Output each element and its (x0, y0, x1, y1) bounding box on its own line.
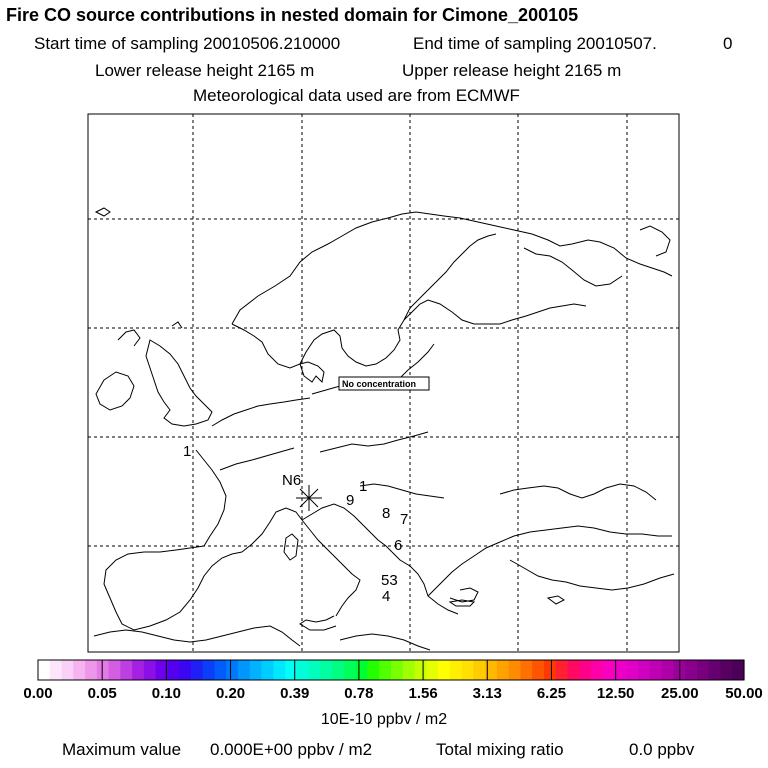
colorbar-cell (144, 660, 156, 680)
colorbar-cell (662, 660, 674, 680)
colorbar-cell (367, 660, 379, 680)
map-number: 6 (394, 537, 403, 554)
colorbar-cell (85, 660, 97, 680)
no-concentration-label: No concentration (342, 379, 417, 389)
colorbar-cell (391, 660, 403, 680)
colorbar-cell (215, 660, 227, 680)
map-number: 4 (382, 588, 391, 605)
end-time-value: 0 (723, 34, 733, 53)
mixing-ratio-label: Total mixing ratio (436, 740, 564, 759)
map-number: 7 (400, 511, 409, 528)
lower-release-height: Lower release height 2165 m (95, 61, 315, 80)
end-time: End time of sampling 20010507. (413, 34, 657, 53)
upper-release-height: Upper release height 2165 m (402, 61, 622, 80)
colorbar-cell (732, 660, 744, 680)
colorbar-cell (426, 660, 438, 680)
colorbar-tick-label: 50.00 (725, 685, 763, 702)
colorbar-cell (285, 660, 297, 680)
colorbar-cell (497, 660, 509, 680)
colorbar-cell (403, 660, 415, 680)
map-number: N6 (282, 472, 302, 489)
colorbar-cell (473, 660, 485, 680)
colorbar-cell (438, 660, 450, 680)
colorbar-cell (273, 660, 285, 680)
colorbar-tick-label: 1.56 (408, 685, 438, 702)
colorbar-cell (238, 660, 250, 680)
colorbar-cell (450, 660, 462, 680)
colorbar-cell (603, 660, 615, 680)
colorbar-cell (556, 660, 568, 680)
colorbar-cell (50, 660, 62, 680)
colorbar-cell (62, 660, 74, 680)
colorbar-cell (320, 660, 332, 680)
colorbar-cell (226, 660, 238, 680)
colorbar-cell (532, 660, 544, 680)
map-number: 1 (183, 443, 192, 460)
colorbar-tick-label: 0.20 (215, 685, 246, 702)
colorbar-cell (709, 660, 721, 680)
colorbar (38, 660, 745, 680)
colorbar-tick-label: 0.10 (151, 685, 181, 702)
colorbar-cell (262, 660, 274, 680)
colorbar-cell (132, 660, 144, 680)
colorbar-tick-label: 6.25 (536, 685, 567, 702)
colorbar-cell (309, 660, 321, 680)
max-value-label: Maximum value (62, 740, 182, 759)
colorbar-tick-label: 12.50 (596, 685, 635, 702)
colorbar-tick-label: 0.05 (87, 685, 117, 702)
colorbar-tick-label: 0.78 (344, 685, 374, 702)
colorbar-cell (638, 660, 650, 680)
colorbar-unit: 10E-10 ppbv / m2 (320, 711, 448, 728)
colorbar-cell (167, 660, 179, 680)
map-number: 9 (346, 492, 355, 509)
colorbar-tick-label: 3.13 (472, 685, 502, 702)
map-number: 1 (359, 478, 368, 495)
colorbar-cell (97, 660, 109, 680)
colorbar-cell (109, 660, 121, 680)
colorbar-cell (697, 660, 709, 680)
colorbar-cell (120, 660, 132, 680)
colorbar-cell (568, 660, 580, 680)
colorbar-cell (650, 660, 662, 680)
colorbar-cell (38, 660, 50, 680)
colorbar-cell (179, 660, 191, 680)
colorbar-cell (615, 660, 627, 680)
map-number: 8 (382, 505, 391, 522)
map-number: 53 (381, 572, 398, 589)
met-data-source: Meteorological data used are from ECMWF (193, 86, 520, 105)
colorbar-cell (332, 660, 344, 680)
map-title: Fire CO source contributions in nested domain for Cimone_200105 (6, 5, 579, 25)
colorbar-cell (344, 660, 356, 680)
max-value: 0.000E+00 ppbv / m2 (210, 740, 373, 759)
colorbar-cell (579, 660, 591, 680)
colorbar-cell (462, 660, 474, 680)
colorbar-cell (415, 660, 427, 680)
start-time: Start time of sampling 20010506.210000 (34, 34, 341, 53)
colorbar-cell (203, 660, 215, 680)
colorbar-tick-label: 25.00 (661, 685, 699, 702)
mixing-ratio-value: 0.0 ppbv (629, 740, 695, 759)
colorbar-tick-label: 0.00 (23, 685, 53, 702)
colorbar-cell (356, 660, 368, 680)
colorbar-cell (509, 660, 521, 680)
colorbar-cell (73, 660, 85, 680)
colorbar-cell (685, 660, 697, 680)
colorbar-cell (250, 660, 262, 680)
colorbar-cell (626, 660, 638, 680)
colorbar-cell (191, 660, 203, 680)
colorbar-cell (297, 660, 309, 680)
colorbar-tick-label: 0.39 (280, 685, 310, 702)
colorbar-cell (720, 660, 732, 680)
colorbar-cell (379, 660, 391, 680)
colorbar-cell (544, 660, 556, 680)
colorbar-cell (520, 660, 532, 680)
colorbar-cell (591, 660, 603, 680)
